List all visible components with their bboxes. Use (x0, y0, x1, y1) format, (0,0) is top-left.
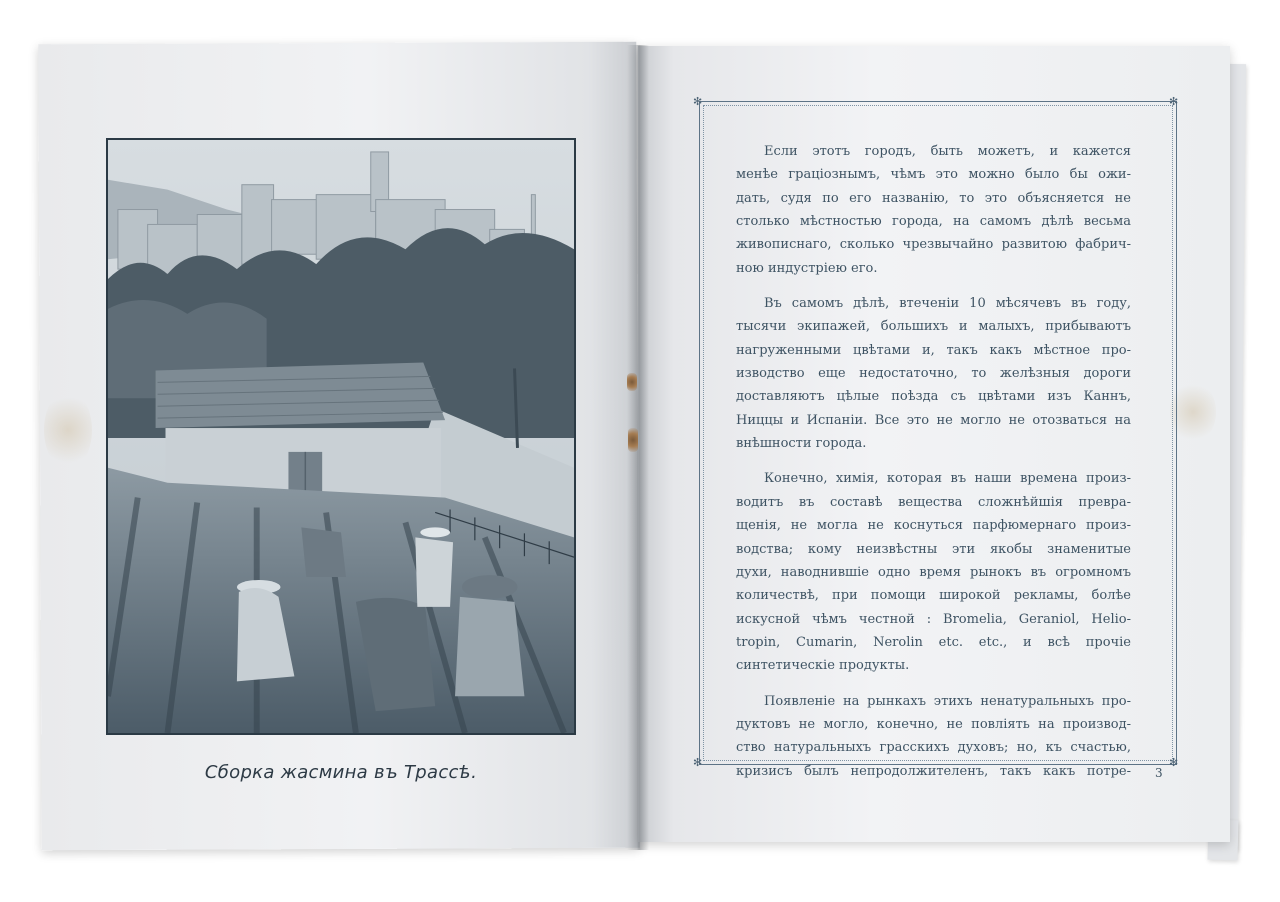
text-line: дать, судя по его названію, то это объясняется не (736, 190, 1131, 206)
paragraph-3 (736, 467, 1131, 677)
text-line: Конечно, химія, которая въ наши времена произ- (764, 471, 1131, 487)
asterisk-ornament-icon: ✻ (1169, 95, 1179, 108)
asterisk-ornament-icon: ✻ (1169, 756, 1179, 769)
text-line: щенія, не могла не коснуться парфюмернаго произ- (736, 518, 1131, 534)
text-line: живописнаго, сколько чрезвычайно развитою фабрич- (736, 237, 1131, 253)
text-line: тысячи экипажей, большихъ и малыхъ, прибываютъ (736, 319, 1131, 335)
text-line: синтетическіе продукты. (736, 658, 910, 674)
text-line: ство натуральныхъ грасскихъ духовъ; но, къ счастью, (736, 740, 1131, 756)
text-line: кризисъ былъ непродолжителенъ, такъ какъ потре- (736, 763, 1131, 779)
asterisk-ornament-icon: ✻ (693, 756, 703, 769)
text-line: Въ самомъ дѣлѣ, втеченіи 10 мѣсячевъ въ году, (764, 296, 1131, 312)
text-line: ною индустріею его. (736, 260, 878, 276)
text-line: духи, наводнившіе одно время рынокъ въ огромномъ (736, 564, 1131, 580)
text-line: нагруженными цвѣтами и, такъ какъ мѣстное про- (736, 342, 1131, 358)
text-line: доставляютъ цѣлые поѣзда съ цвѣтами изъ Каннъ, (736, 389, 1131, 405)
text-line: количествѣ, при помощи широкой рекламы, болѣе (736, 588, 1131, 604)
paper-stain-left (44, 390, 92, 470)
text-line: водитъ въ составѣ вещества сложнѣйшія превра- (736, 494, 1131, 510)
text-line: менѣе граціознымъ, чѣмъ это можно было бы ожи- (736, 167, 1131, 183)
asterisk-ornament-icon: ✻ (693, 95, 703, 108)
text-line: tropin, Cumarin, Nerolin etc. etc., и всѣ прочіе (736, 634, 1131, 650)
rust-staple-bottom (628, 428, 638, 452)
paragraph-4 (736, 690, 1131, 783)
text-line: внѣшности города. (736, 436, 867, 452)
text-line: Если этотъ городъ, быть можетъ, и кажется (764, 144, 1131, 159)
paragraph-1 (736, 140, 1131, 280)
rust-staple-top (627, 373, 637, 391)
text-line: водства; кому неизвѣстны эти якобы знаменитые (736, 541, 1131, 557)
text-line: искусной чѣмъ честной : Bromelia, Geraniol, Helio- (736, 611, 1131, 627)
paragraph-2 (736, 292, 1131, 455)
text-line: дуктовъ не могло, конечно, не повліять на производ- (736, 716, 1131, 732)
text-line: столько мѣстностью города, на самомъ дѣлѣ весьма (736, 214, 1131, 230)
text-line: Ниццы и Испаніи. Все это не могло не отозваться на (736, 412, 1131, 428)
body-text (736, 140, 1131, 795)
text-line: Появленіе на рынкахъ этихъ ненатуральныхъ про- (764, 693, 1131, 709)
photo-caption: Сборка жасмина въ Трассѣ. (204, 762, 478, 783)
text-line: изводство еще недостаточно, то желѣзныя дороги (736, 366, 1131, 382)
page-number: 3 (1155, 766, 1163, 780)
jasmine-harvest-photo (106, 138, 576, 735)
